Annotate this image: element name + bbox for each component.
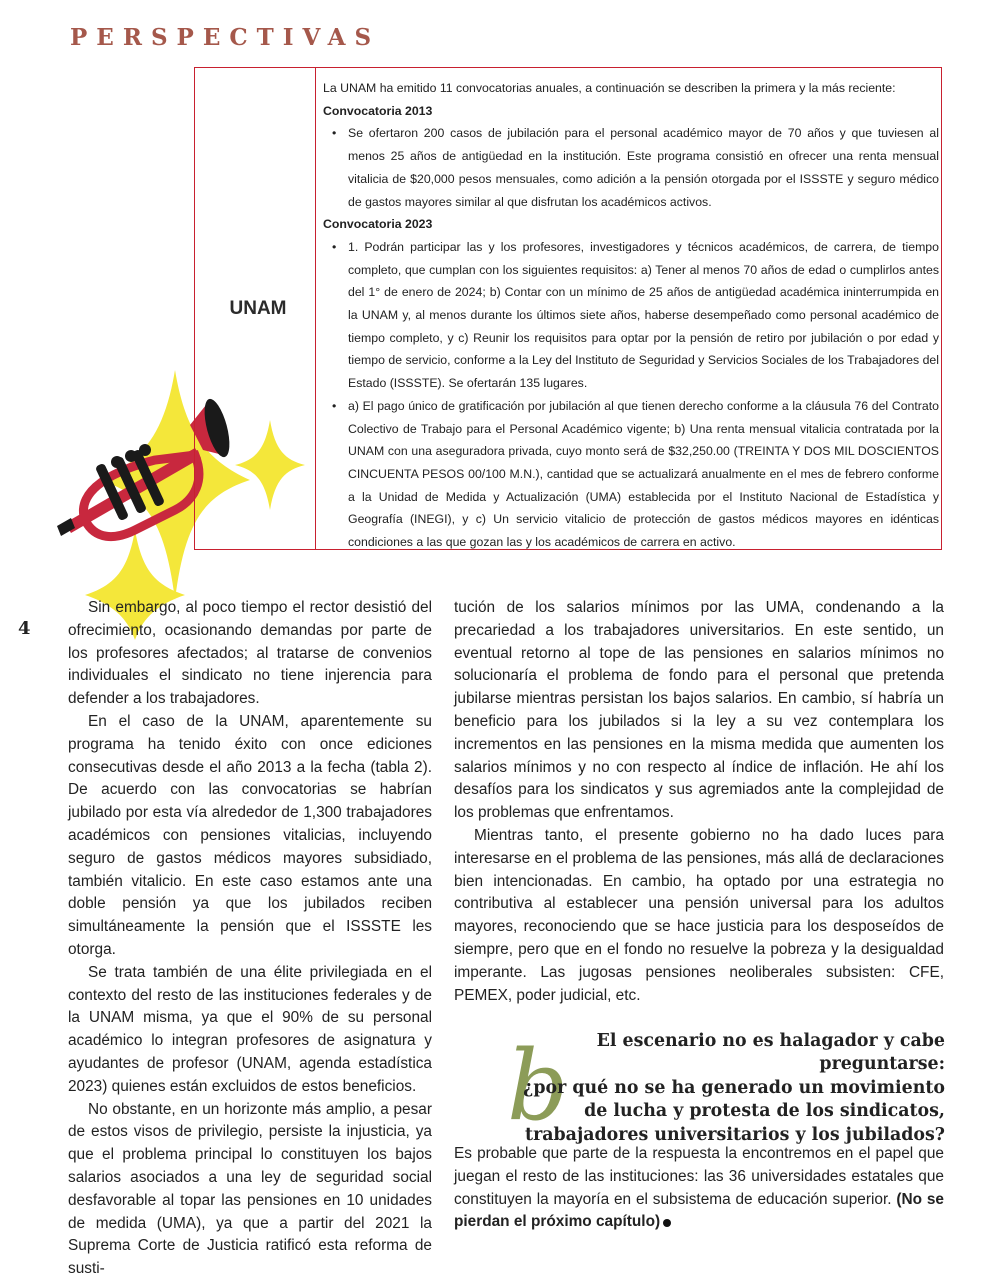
page-number: 4 xyxy=(18,618,31,639)
next-chapter-note: (No se pierdan el próximo capítulo) xyxy=(454,1190,944,1231)
list-2013 xyxy=(323,122,939,213)
closing-text: Es probable que parte de la respuesta la encontremos en el papel que juegan el resto de las instituciones: las 36 universidades estatales que constituyen la mayoría en el subsistema de educación superior. xyxy=(454,1145,944,1208)
table-row-label: UNAM xyxy=(195,68,316,549)
table-content xyxy=(316,68,941,549)
list-item: • Se ofertaron 200 casos de jubilación para el personal académico mayor de 70 años y que tuviesen al menos 25 años de antigüedad en la institución. Este programa consistió en ofrecer una renta mensual vitalicia de $20,000 pesos mensuales, como adición a la pensión otorgada por el ISSSTE y seguro médico de gastos mayores similar al que disfrutan los académicos activos. xyxy=(332,126,939,209)
pull-quote-line: trabajadores universitarios y los jubilados? xyxy=(525,1124,945,1145)
paragraph: En el caso de la UNAM, aparentemente su programa ha tenido éxito con once ediciones consecutivas desde el año 2013 a la fecha (tabla 2). De acuerdo con las convocatorias se habrían jubilado por esta vía alrededor de 1,300 trabajadores académicos con pensiones vitalicias, incluyendo seguro de gastos médicos mayores subsidiado, también vitalicio. En este caso estamos ante una doble pensión ya que los jubilados reciben simultáneamente la pensión que el ISSSTE les otorga. xyxy=(68,712,432,958)
article-left-column xyxy=(68,597,432,1281)
list-item: • 1. Podrán participar las y los profesores, investigadores y técnicos académicos, de carrera, de tiempo completo, que cumplan con los siguientes requisitos: a) Tener al menos 70 años de edad o cumplirlos antes del 1° de enero de 2024; b) Contar con un mínimo de 25 años de antigüedad académica ininterrumpida en la UNAM y, al menos durante los últimos siete años, haberse desempeñado como personal académico de tiempo completo, y c) Reunir los requisitos para optar por la pensión de retiro por jubilación o por edad y tiempo de servicio, conforme a la Ley del Instituto de Seguridad y Servicios Sociales de los Trabajadores del Estado (ISSSTE). Se ofertarán 135 lugares. xyxy=(332,239,939,391)
section-title-2013: Convocatoria 2013 xyxy=(323,103,433,118)
table-intro: La UNAM ha emitido 11 convocatorias anuales, a continuación se describen la primera y la más reciente: xyxy=(323,81,896,95)
article-right-column xyxy=(454,597,944,1007)
closing-paragraph xyxy=(454,1143,944,1234)
pull-quote-line: El escenario no es halagador y cabe preguntarse: xyxy=(596,1031,945,1075)
section-title: PERSPECTIVAS xyxy=(70,24,381,51)
list-2023 xyxy=(323,236,939,554)
pull-quote-line: ¿por qué no se ha generado un movimiento xyxy=(523,1077,945,1098)
pull-quote-line: de lucha y protesta de los sindicatos, xyxy=(584,1101,945,1122)
end-mark-icon xyxy=(663,1219,671,1227)
unam-table xyxy=(194,67,942,550)
paragraph: Se trata también de una élite privilegiada en el contexto del resto de las instituciones federales y de la UNAM misma, ya que el 90% de su personal académico lo integran profesores de asignatura y ayudantes de profesor (UNAM, agenda estadística 2023) quienes están excluidos de estos beneficios. xyxy=(68,963,432,1095)
section-title-2023: Convocatoria 2023 xyxy=(323,217,433,232)
list-item: • a) El pago único de gratificación por jubilación al que tienen derecho conforme a la cláusula 76 del Contrato Colectivo de Trabajo para el Personal Académico vigente; b) Una renta mensual vitalicia contratada por la UNAM con una aseguradora privada, cuyo monto será de $32,250.00 (TREINTA Y DOS MIL DOSCIENTOS CINCUENTA PESOS 00/100 M.N.), cantidad que se actualizará anualmente en el mes de febrero conforme a la Unidad de Medida y Actualización (UMA) establecida por el Instituto Nacional de Estadística y Geografía (INEGI), y c) Un servicio vitalicio de protección de gastos médicos mayores en idénticas condiciones a las que gozan las y los académicos de carrera en activo. xyxy=(332,398,939,550)
callout-glyph-icon: b xyxy=(507,1030,569,1142)
paragraph: No obstante, en un horizonte más amplio, a pesar de estos visos de privilegio, persiste la injusticia, ya que el problema principal lo constituyen los bajos salarios asociados a una ley de seguridad social desfavorable al topar las pensiones en 10 unidades de medida (UMA), ya que a partir del 2021 la Suprema Corte de Justicia ratificó esta reforma de susti- xyxy=(68,1100,432,1278)
paragraph: tución de los salarios mínimos por las UMA, condenando a la precariedad a los trabajadores universitarios. En este sentido, un eventual retorno al tope de las pensiones en salarios mínimos no solucionaría el problema de fondo para el personal que pretenda jubilarse mientras persistan los bajos salarios. En cambio, sí habría un beneficio para los jubilados si la ley a su vez contemplara los incrementos en las pensiones en la misma medida que aumenten los salarios mínimos y no con respecto al índice de inflación. He ahí los desafíos para los sindicatos y sus agremiados ante la complejidad de los problemas que enfrentamos. xyxy=(454,599,944,822)
paragraph: Mientras tanto, el presente gobierno no ha dado luces para interesarse en el problema de las pensiones, más allá de declaraciones bien intencionadas. En cambio, ha optado por una estrategia no contributiva al establecer una pensión universal para los adultos mayores, reconociendo que se hace justicia para los desposeídos de siempre, pero que en el fondo no resuelve la pobreza y la desigualdad imperante. Las jugosas pensiones neoliberales subsisten: CFE, PEMEX, poder judicial, etc. xyxy=(454,826,944,1004)
paragraph: Sin embargo, al poco tiempo el rector desistió del ofrecimiento, ocasionando demandas por parte de los profesores afectados; al tratarse de convenios individuales el sindicato no tiene injerencia para defender a los trabajadores. xyxy=(68,599,432,708)
pull-quote xyxy=(500,1030,945,1147)
